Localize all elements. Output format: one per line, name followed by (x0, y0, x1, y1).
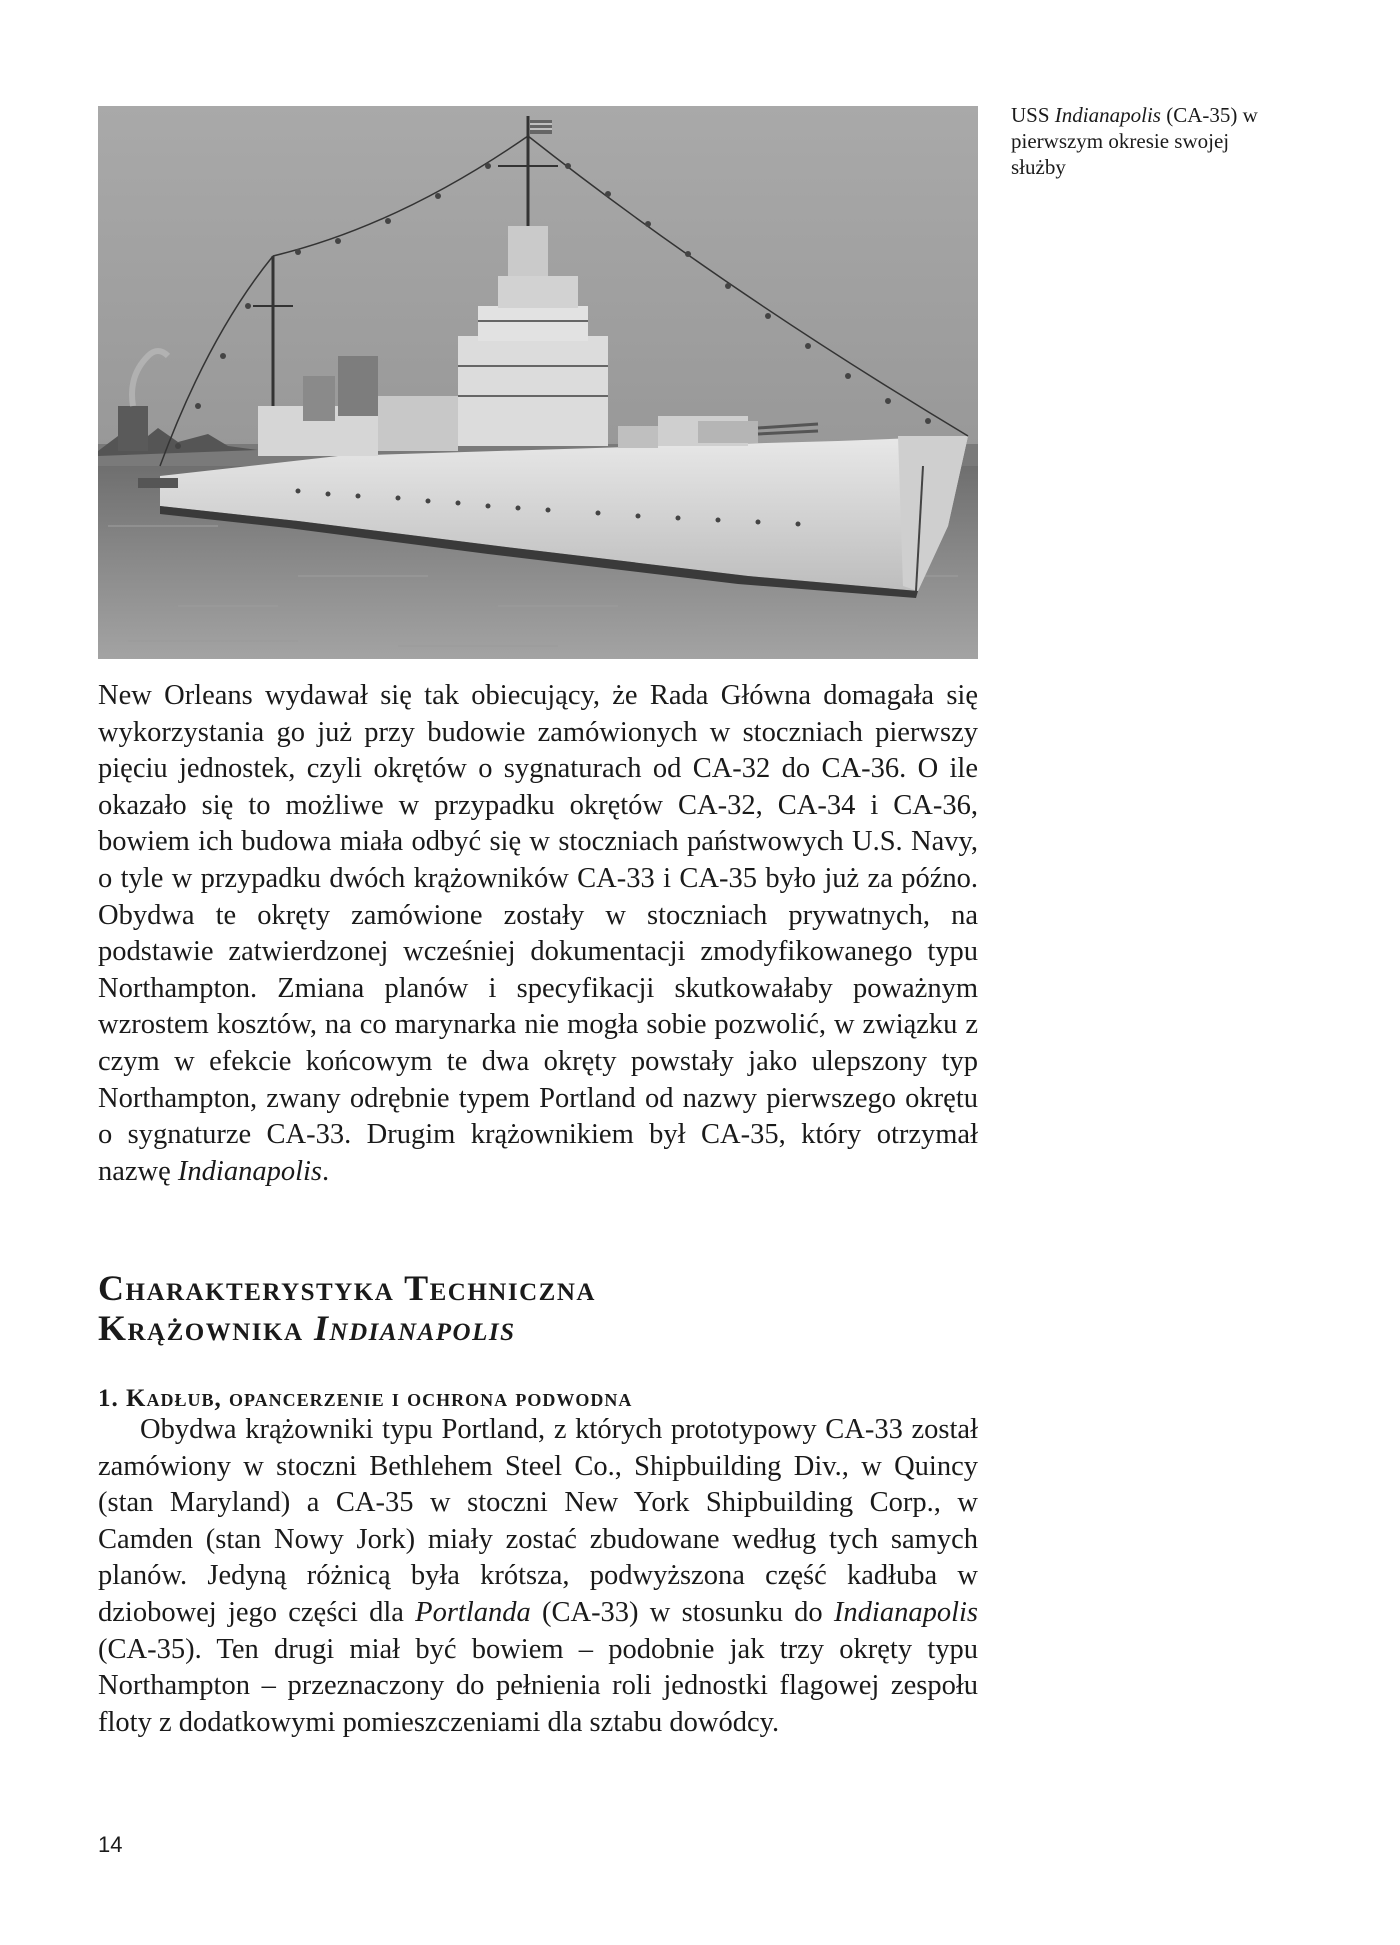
heading-line-1: Charakterystyka Techniczna (98, 1268, 596, 1308)
paragraph1-text-a: New Orleans wydawał się tak obiecujący, że Rada Główna domagała się wykorzystania go już przy budowie zamówionych w stoczniach pierwszy pięciu jednostek, czyli okrętów o sygnaturach od CA-32 do CA-36. O ile okazało się to możliwe w przypadku okrętów CA-32, CA-34 i CA-36, bowiem ich budowa miała odbyć się w stoczniach państwowych U.S. Navy, o tyle w przypadku dwóch krążowników CA-33 i CA-35 było już za późno. Obydwa te okręty zamówione zostały w stoczniach prywatnych, na podstawie zatwierdzonej wcześniej dokumentacji zmodyfikowanego typu Northampton. Zmiana planów i specyfikacji skutkowałaby poważnym wzrostem kosztów, na co marynarka nie mogła sobie pozwolić, w związku z czym w efekcie końcowym te dwa okręty powstały jako ulepszony typ Northampton, zwany odrębnie typem Portland od nazwy pierwszego okrętu o sygnaturze CA-33. Drugim krążownikiem był CA-35, który otrzymał nazwę (98, 680, 978, 1187)
paragraph1-italic: Indianapolis (177, 1155, 322, 1187)
warship-photo (98, 106, 978, 659)
paragraph1-text-b: . (322, 1155, 330, 1187)
section-heading (98, 1268, 998, 1348)
warship-icon (98, 106, 978, 659)
heading-line-2-italic: Indianapolis (314, 1308, 516, 1348)
paragraph2-text-a: Obydwa krążowniki typu Portland, z których prototypowy CA-33 został zamówiony w stoczni Bethlehem Steel Co., Shipbuilding Div., w Quincy (stan Maryland) a CA-35 w stoczni New York Shipbuilding Corp., w Camden (stan Nowy Jork) miały zostać zbudowane według tych samych planów. Jedyną różnicą była krótsza, podwyższona część kadłuba w dziobowej jego części dla (98, 1414, 978, 1628)
caption-ship-name: Indianapolis (1054, 103, 1161, 127)
body-paragraph-1 (98, 678, 978, 1190)
caption-suffix: (CA-35) w pierwszym okresie swojej służby (1011, 103, 1258, 179)
body-paragraph-2 (98, 1412, 978, 1741)
paragraph2-italic-1: Portlanda (415, 1596, 531, 1628)
paragraph2-text-b: (CA-33) w stosunku do (530, 1596, 834, 1628)
heading-line-2-prefix: Krążownika (98, 1308, 315, 1348)
caption-prefix: USS (1011, 103, 1055, 127)
photo-caption (1011, 102, 1279, 180)
page-number: 14 (98, 1832, 123, 1857)
paragraph2-text-c: (CA-35). Ten drugi miał być bowiem – podobnie jak trzy okręty typu Northampton – przeznaczony do pełnienia roli jednostki flagowej zespołu floty z dodatkowymi pomieszczeniami dla sztabu dowódcy. (98, 1633, 978, 1738)
paragraph2-italic-2: Indianapolis (833, 1596, 979, 1628)
heading-line-2 (98, 1308, 998, 1348)
subsection-heading: 1. Kadłub, opancerzenie i ochrona podwodna (98, 1385, 633, 1412)
